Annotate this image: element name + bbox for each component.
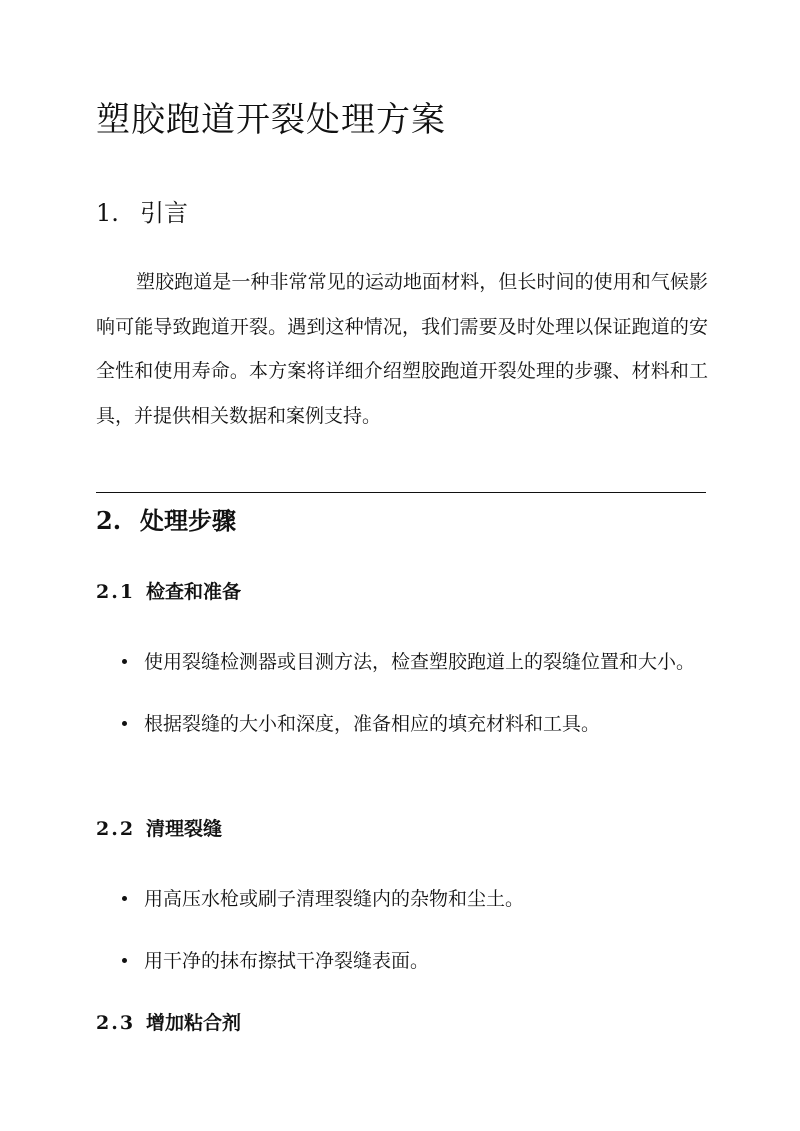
list-item-text: 用高压水枪或刷子清理裂缝内的杂物和尘土。: [144, 888, 525, 910]
introduction-paragraph: 塑胶跑道是一种非常常见的运动地面材料，但长时间的使用和气候影响可能导致跑道开裂。遇到这种情况，我们需要及时处理以保证跑道的安全性和使用寿命。本方案将详细介绍塑胶跑道开裂处理的步骤、材料和工具，并提供相关数据和案例支持。: [96, 271, 708, 427]
subsection-heading-adhesive: [96, 1009, 241, 1037]
section-heading-introduction: [96, 196, 188, 230]
bullet-icon: [122, 659, 127, 664]
bullet-icon: [122, 721, 127, 726]
subsection-number: 2.3: [96, 1012, 136, 1034]
subsection-title: 清理裂缝: [146, 818, 223, 840]
section-title: 引言: [140, 199, 188, 227]
section-divider: [96, 492, 706, 493]
bullet-list-clean: [96, 877, 708, 1001]
subsection-number: 2.1: [96, 581, 136, 603]
subsection-heading-clean: [96, 815, 222, 843]
document-title: 塑胶跑道开裂处理方案: [96, 100, 446, 140]
list-item: [96, 877, 708, 921]
list-item-text: 用干净的抹布擦拭干净裂缝表面。: [144, 950, 430, 972]
bullet-icon: [122, 896, 127, 901]
section-heading-steps: [96, 504, 236, 538]
bullet-icon: [122, 958, 127, 963]
subsection-title: 增加粘合剂: [146, 1012, 242, 1034]
list-item: [96, 702, 708, 746]
section-number: 2.: [96, 506, 122, 535]
list-item: [96, 939, 708, 983]
subsection-heading-inspect: [96, 578, 241, 606]
subsection-number: 2.2: [96, 818, 136, 840]
subsection-title: 检查和准备: [146, 581, 242, 603]
list-item-text: 使用裂缝检测器或目测方法，检查塑胶跑道上的裂缝位置和大小。: [144, 651, 696, 673]
section-number: 1.: [96, 199, 119, 227]
section-title: 处理步骤: [140, 506, 236, 535]
list-item-text: 根据裂缝的大小和深度，准备相应的填充材料和工具。: [144, 713, 601, 735]
list-item: [96, 640, 708, 684]
bullet-list-inspect: [96, 640, 708, 764]
